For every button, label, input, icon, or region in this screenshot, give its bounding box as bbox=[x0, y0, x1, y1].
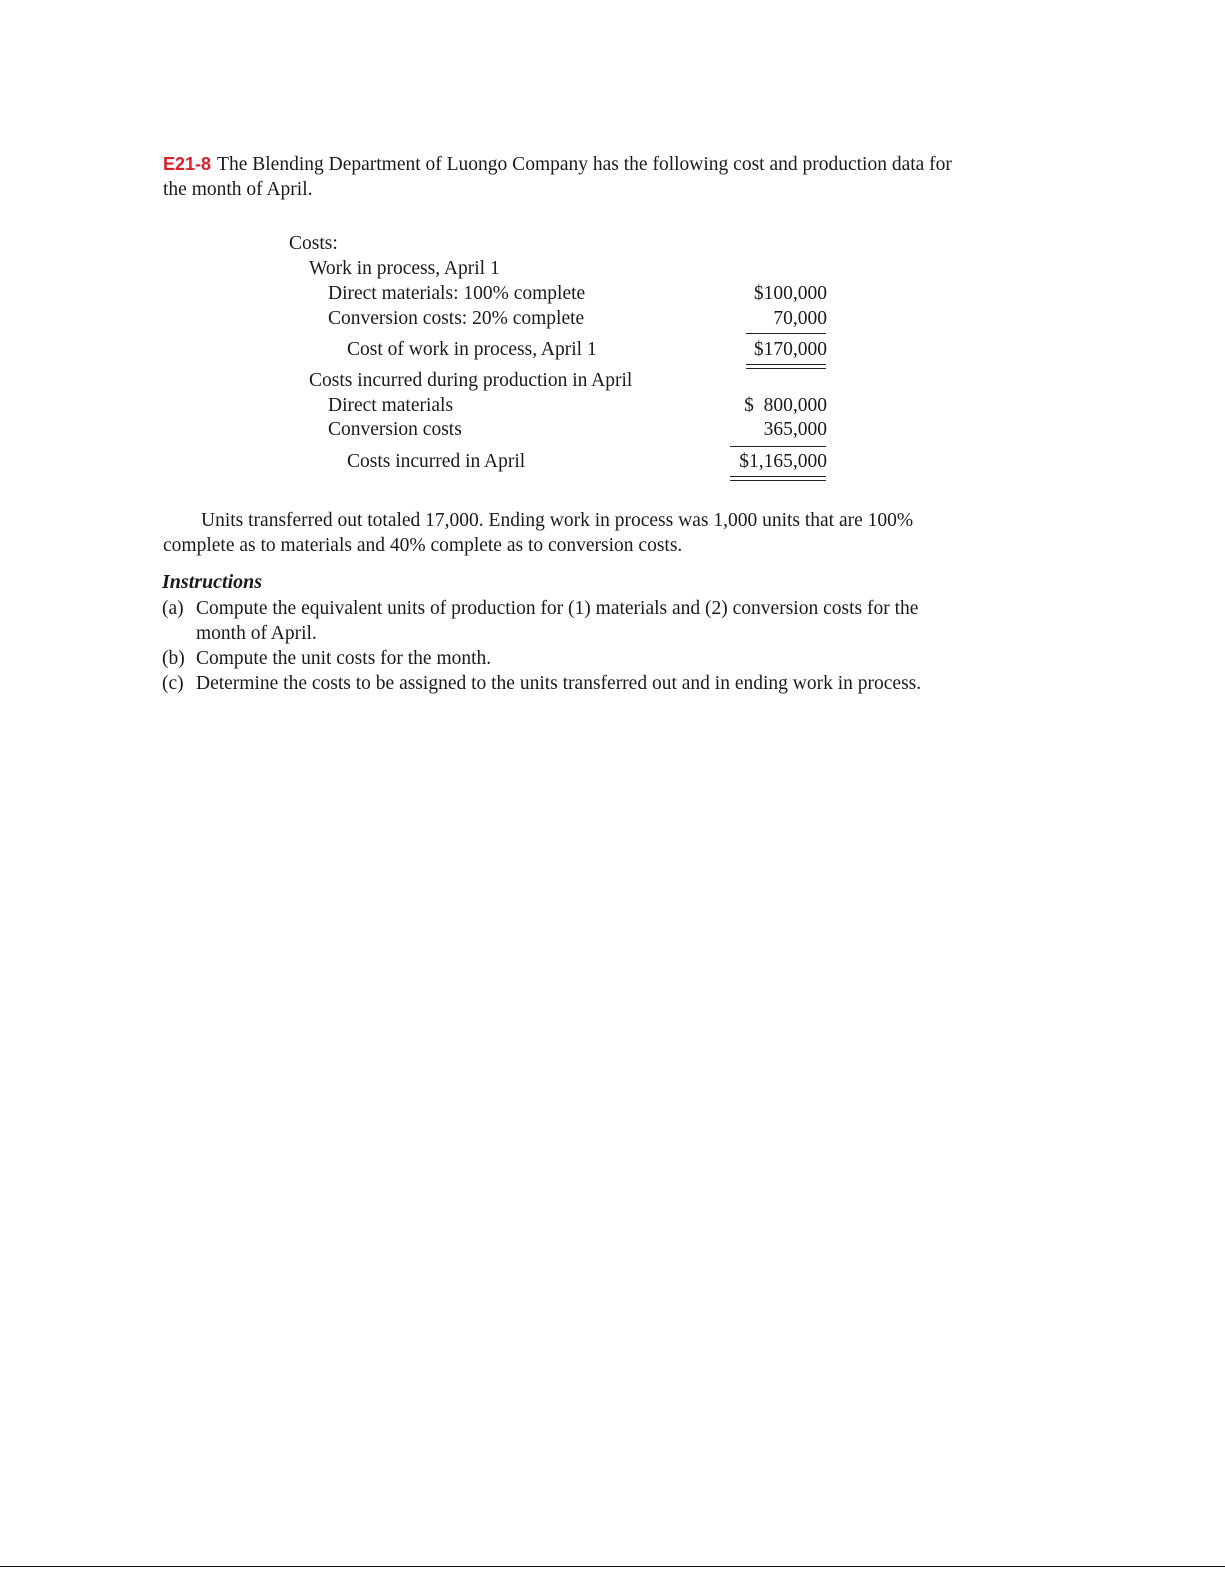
subtotal-rule bbox=[730, 446, 826, 447]
instruction-item bbox=[162, 671, 962, 696]
incurred-total-amount: $1,165,000 bbox=[739, 451, 827, 472]
incurred-conversion-label: Conversion costs bbox=[328, 419, 462, 440]
units-paragraph: Units transferred out totaled 17,000. Ending work in process was 1,000 units that are 100% complete as to materials and 40% complete as to conversion costs. bbox=[163, 510, 914, 556]
wip-conversion-label: Conversion costs: 20% complete bbox=[328, 308, 585, 329]
instruction-letter: (a) bbox=[162, 598, 184, 619]
costs-heading: Costs: bbox=[289, 233, 338, 254]
instruction-item bbox=[162, 596, 962, 646]
incurred-direct-materials-amount: $ 800,000 bbox=[744, 395, 827, 416]
total-double-rule bbox=[730, 476, 826, 481]
instruction-letter: (c) bbox=[162, 673, 184, 694]
instructions-title: Instructions bbox=[162, 571, 263, 593]
exercise-number: E21-8 bbox=[163, 154, 212, 174]
incurred-total-label: Costs incurred in April bbox=[347, 451, 526, 472]
total-double-rule bbox=[746, 364, 826, 369]
page-bottom-rule bbox=[0, 1566, 1225, 1567]
incurred-direct-materials-label: Direct materials bbox=[328, 395, 454, 416]
incurred-heading: Costs incurred during production in April bbox=[309, 370, 633, 391]
instruction-text: Compute the equivalent units of production for (1) materials and (2) conversion costs for the month of April. bbox=[196, 598, 919, 644]
incurred-conversion-amount: 365,000 bbox=[763, 419, 827, 440]
wip-conversion-amount: 70,000 bbox=[773, 308, 827, 329]
wip-direct-materials-label: Direct materials: 100% complete bbox=[328, 283, 586, 304]
subtotal-rule bbox=[746, 333, 826, 334]
instruction-text: Determine the costs to be assigned to the units transferred out and in ending work in process. bbox=[196, 673, 922, 694]
wip-total-label: Cost of work in process, April 1 bbox=[347, 339, 597, 360]
instructions-list bbox=[162, 596, 962, 696]
instruction-letter: (b) bbox=[162, 648, 185, 669]
instruction-item bbox=[162, 646, 962, 671]
instruction-text: Compute the unit costs for the month. bbox=[196, 648, 492, 669]
wip-heading: Work in process, April 1 bbox=[309, 258, 500, 279]
wip-direct-materials-amount: $100,000 bbox=[753, 283, 827, 304]
exercise-intro-text: The Blending Department of Luongo Company has the following cost and production data for the month of April. bbox=[163, 154, 952, 200]
wip-total-amount: $170,000 bbox=[753, 339, 827, 360]
exercise-intro bbox=[163, 152, 963, 202]
